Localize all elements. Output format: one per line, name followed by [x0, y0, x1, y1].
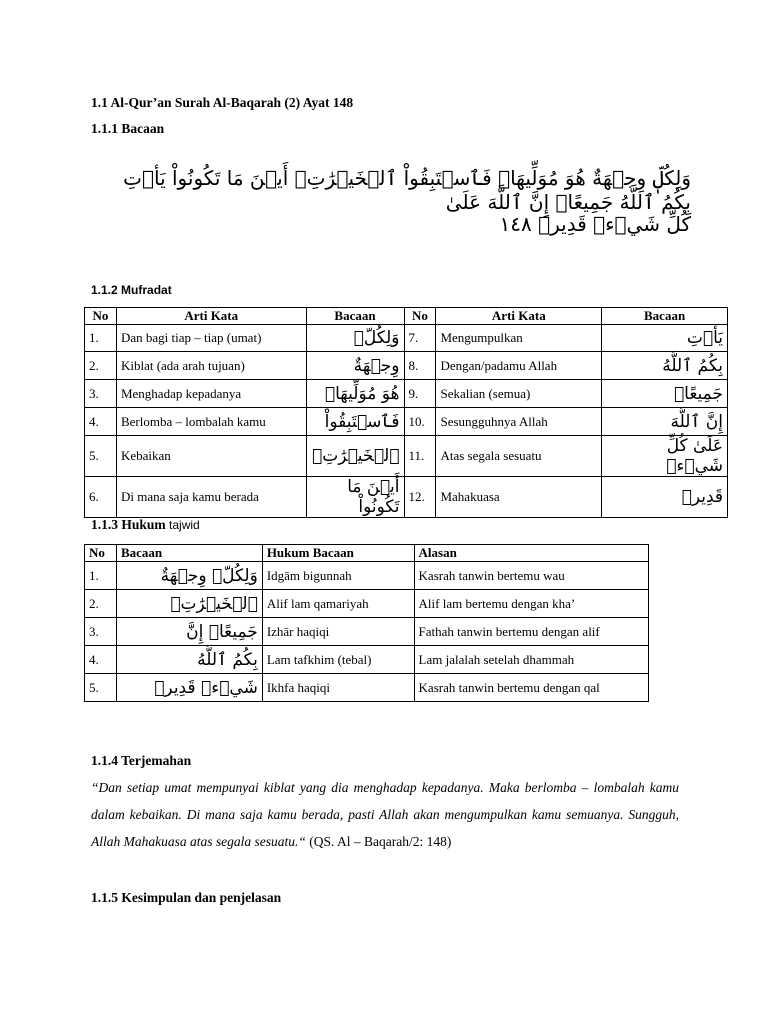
- cell-bacaan: أَيۡنَ مَا تَكُونُواْ: [306, 477, 404, 518]
- cell-arti: Sesungguhnya Allah: [436, 408, 602, 436]
- table-row: [85, 477, 728, 518]
- cell-bacaan: ٱلۡخَيۡرَٰتِۚ: [116, 590, 262, 618]
- header-bacaan: Bacaan: [602, 308, 728, 325]
- cell-bacaan: بِكُمُ ٱللَّهُ: [116, 646, 262, 674]
- mufradat-table: [84, 307, 728, 518]
- cell-no: 3.: [85, 618, 117, 646]
- table-row: [85, 618, 649, 646]
- cell-bacaan: هُوَ مُوَلِّيهَاۖ: [306, 380, 404, 408]
- cell-hukum: Izhār haqiqi: [262, 618, 414, 646]
- tajwid-table: [84, 544, 649, 702]
- cell-bacaan: يَأۡتِ: [602, 325, 728, 352]
- table-row: [85, 380, 728, 408]
- heading-hukum-rest: tajwid: [169, 518, 200, 532]
- cell-no: 2.: [85, 590, 117, 618]
- cell-alasan: Kasrah tanwin bertemu wau: [414, 562, 648, 590]
- cell-no: 1.: [85, 325, 117, 352]
- table-row: [85, 590, 649, 618]
- cell-no: 6.: [85, 477, 117, 518]
- cell-bacaan: فَٱسۡتَبِقُواْ: [306, 408, 404, 436]
- cell-arti: Di mana saja kamu berada: [116, 477, 306, 518]
- cell-bacaan: جَمِيعًاۚ: [602, 380, 728, 408]
- heading-kesimpulan: 1.1.5 Kesimpulan dan penjelasan: [91, 890, 282, 905]
- table-row: [85, 674, 649, 702]
- cell-no: 2.: [85, 352, 117, 380]
- table-row: [85, 408, 728, 436]
- cell-no: 10.: [404, 408, 436, 436]
- cell-no: 1.: [85, 562, 117, 590]
- header-arti-kata: Arti Kata: [436, 308, 602, 325]
- cell-bacaan: عَلَىٰ كُلِّ شَيۡءٖ: [602, 436, 728, 477]
- cell-alasan: Kasrah tanwin bertemu dengan qal: [414, 674, 648, 702]
- table-row: [85, 325, 728, 352]
- cell-bacaan: وَلِكُلّٖ: [306, 325, 404, 352]
- heading-hukum-tajwid: [91, 517, 200, 533]
- verse-line-1: وَلِكُلّٖ وِجۡهَةٌ هُوَ مُوَلِّيهَاۖ فَٱسۡتَبِقُواْ ٱلۡخَيۡرَٰتِۚ أَيۡنَ مَا تَكُونُواْ يَأۡتِ بِكُمُ ٱللَّهُ جَمِيعًاۚ إِنَّ ٱللَّهَ عَلَىٰ: [123, 166, 691, 214]
- cell-hukum: Idgām bigunnah: [262, 562, 414, 590]
- cell-hukum: Alif lam qamariyah: [262, 590, 414, 618]
- cell-no: 8.: [404, 352, 436, 380]
- cell-arti: Menghadap kepadanya: [116, 380, 306, 408]
- table-row: [85, 562, 649, 590]
- header-no: No: [404, 308, 436, 325]
- cell-bacaan: شَيۡءٖ قَدِيرٞ: [116, 674, 262, 702]
- cell-no: 4.: [85, 408, 117, 436]
- header-bacaan: Bacaan: [306, 308, 404, 325]
- cell-no: 12.: [404, 477, 436, 518]
- cell-bacaan: ٱلۡخَيۡرَٰتِۚ: [306, 436, 404, 477]
- section-heading-1-1: 1.1 Al-Qur’an Surah Al-Baqarah (2) Ayat 148: [91, 95, 354, 110]
- cell-alasan: Lam jalalah setelah dhammah: [414, 646, 648, 674]
- verse-line-2: كُلِّ شَيۡءٖ قَدِيرٞ ١٤٨: [499, 212, 691, 236]
- cell-no: 5.: [85, 674, 117, 702]
- cell-bacaan: جَمِيعًاۚ إِنَّ: [116, 618, 262, 646]
- cell-bacaan: وَلِكُلّٖ وِجۡهَةٌ: [116, 562, 262, 590]
- translation-paragraph: [91, 774, 679, 855]
- cell-no: 3.: [85, 380, 117, 408]
- cell-bacaan: قَدِيرٞ: [602, 477, 728, 518]
- heading-mufradat: 1.1.2 Mufradat: [91, 283, 172, 297]
- cell-bacaan: بِكُمُ ٱللَّهُ: [602, 352, 728, 380]
- cell-no: 7.: [404, 325, 436, 352]
- cell-arti: Kiblat (ada arah tujuan): [116, 352, 306, 380]
- cell-arti: Kebaikan: [116, 436, 306, 477]
- cell-arti: Dan bagi tiap – tiap (umat): [116, 325, 306, 352]
- cell-no: 4.: [85, 646, 117, 674]
- heading-bacaan: 1.1.1 Bacaan: [91, 121, 165, 136]
- table-row: [85, 436, 728, 477]
- header-arti-kata: Arti Kata: [116, 308, 306, 325]
- header-no: No: [85, 545, 117, 562]
- table-row: [85, 352, 728, 380]
- cell-alasan: Alif lam bertemu dengan kha’: [414, 590, 648, 618]
- mufradat-header-row: [85, 308, 728, 325]
- tajwid-header-row: [85, 545, 649, 562]
- translation-text: “Dan setiap umat mempunyai kiblat yang dia menghadap kepadanya. Maka berlomba – lombalah kamu dalam kebaikan. Di mana saja kamu berada, pasti Allah akan mengumpulkan kamu semuanya. Sungguh, Allah Mahakuasa atas segala sesuatu.“: [91, 780, 679, 849]
- cell-no: 11.: [404, 436, 436, 477]
- cell-bacaan: وِجۡهَةٌ: [306, 352, 404, 380]
- cell-no: 5.: [85, 436, 117, 477]
- header-bacaan: Bacaan: [116, 545, 262, 562]
- cell-arti: Dengan/padamu Allah: [436, 352, 602, 380]
- cell-alasan: Fathah tanwin bertemu dengan alif: [414, 618, 648, 646]
- cell-arti: Atas segala sesuatu: [436, 436, 602, 477]
- header-no: No: [85, 308, 117, 325]
- table-row: [85, 646, 649, 674]
- heading-terjemahan: 1.1.4 Terjemahan: [91, 753, 192, 768]
- header-hukum-bacaan: Hukum Bacaan: [262, 545, 414, 562]
- cell-hukum: Ikhfa haqiqi: [262, 674, 414, 702]
- cell-no: 9.: [404, 380, 436, 408]
- cell-arti: Mengumpulkan: [436, 325, 602, 352]
- cell-arti: Mahakuasa: [436, 477, 602, 518]
- heading-hukum-bold: 1.1.3 Hukum: [91, 517, 170, 532]
- header-alasan: Alasan: [414, 545, 648, 562]
- cell-bacaan: إِنَّ ٱللَّهَ: [602, 408, 728, 436]
- cell-arti: Sekalian (semua): [436, 380, 602, 408]
- translation-citation: (QS. Al – Baqarah/2: 148): [305, 834, 452, 849]
- cell-hukum: Lam tafkhim (tebal): [262, 646, 414, 674]
- cell-arti: Berlomba – lombalah kamu: [116, 408, 306, 436]
